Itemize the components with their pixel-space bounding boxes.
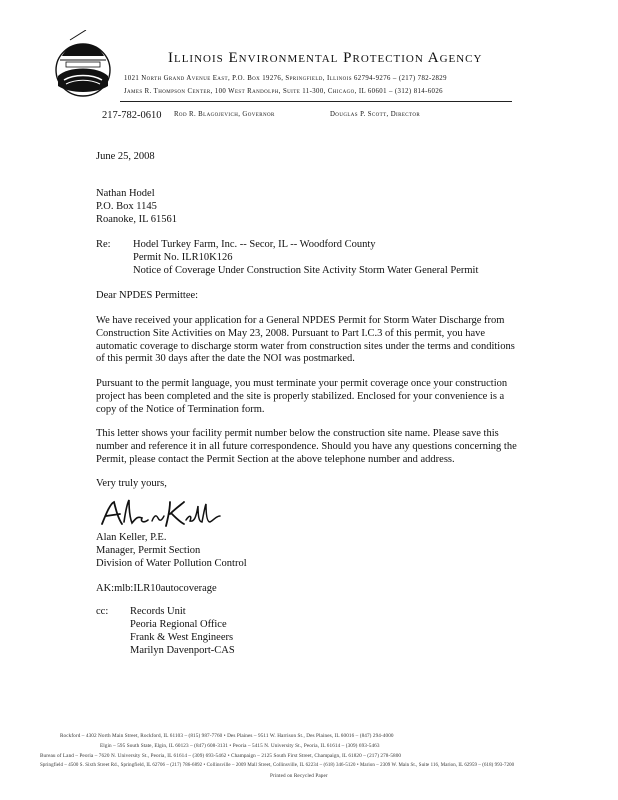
agency-address-line-2: James R. Thompson Center, 100 West Randolph, Suite 11-300, Chicago, IL 60601 – (312) 814-6026 xyxy=(124,88,443,95)
footer-offices-line-2: Elgin – 595 South State, Elgin, IL 60123 – (847) 608-3131 • Peoria – 5415 N. University St., Peoria, IL 61614 – (309) 693-5463 xyxy=(100,743,380,749)
agency-seal-logo xyxy=(52,30,114,100)
re-subject-line: Hodel Turkey Farm, Inc. -- Secor, IL -- Woodford County xyxy=(133,239,376,250)
recipient-city: Roanoke, IL 61561 xyxy=(96,214,177,225)
paragraph-line: of this permit 30 days after the date the NOI was postmarked. xyxy=(96,353,355,365)
signer-division: Division of Water Pollution Control xyxy=(96,558,247,569)
reference-initials: AK:mlb:ILR10autocoverage xyxy=(96,583,217,594)
agency-address-line-1: 1021 North Grand Avenue East, P.O. Box 19276, Springfield, Illinois 62794-9276 – (217) 782-2829 xyxy=(124,75,447,82)
re-notice-line: Notice of Coverage Under Construction Site Activity Storm Water General Permit xyxy=(133,265,479,276)
cc-item: Frank & West Engineers xyxy=(130,632,234,643)
footer-recycled-note: Printed on Recycled Paper xyxy=(270,773,328,779)
footer-offices-line-1: Rockford – 4302 North Main Street, Rockford, IL 61103 – (815) 987-7760 • Des Plaines – 9511 W. Harrison St., Des Plaines, IL 60016 – (847) 294-4000 xyxy=(60,733,394,739)
paragraph-line: This letter shows your facility permit number below the construction site name. Please save this xyxy=(96,428,499,439)
paragraph-permit-number xyxy=(96,428,536,466)
letterhead-rule xyxy=(120,101,512,102)
signature xyxy=(96,496,226,534)
re-label: Re: xyxy=(96,239,111,250)
recipient-po-box: P.O. Box 1145 xyxy=(96,201,157,212)
director-name: Douglas P. Scott, Director xyxy=(330,111,421,118)
signer-title: Manager, Permit Section xyxy=(96,545,201,556)
paragraph-line: copy of the Notice of Termination form. xyxy=(96,403,265,415)
cc-item: Records Unit xyxy=(130,606,186,617)
footer-offices-line-3: Bureau of Land – Peoria – 7620 N. University St., Peoria, IL 61614 – (309) 693-5462 • Champaign – 2125 South First Street, Champaign, IL 61820 – (217) 278-5800 xyxy=(40,753,402,759)
governor-name: Rod R. Blagojevich, Governor xyxy=(174,111,275,118)
paragraph-line: number and reference it in all future correspondence. Should you have any questions concerning the xyxy=(96,440,517,452)
agency-name: Illinois Environmental Protection Agency xyxy=(168,50,483,66)
paragraph-line: Construction Site Activities on May 23, 2008. Pursuant to Part I.C.3 of this permit, you have xyxy=(96,327,486,339)
agency-phone: 217-782-0610 xyxy=(102,110,162,121)
paragraph-line: Pursuant to the permit language, you must terminate your permit coverage once your construction xyxy=(96,378,508,389)
cc-item: Marilyn Davenport-CAS xyxy=(130,645,235,656)
letter-date: June 25, 2008 xyxy=(96,151,155,162)
signer-name: Alan Keller, P.E. xyxy=(96,532,167,543)
paragraph-application xyxy=(96,315,536,366)
salutation: Dear NPDES Permittee: xyxy=(96,290,199,301)
paragraph-line: automatic coverage to discharge storm water from construction sites under the terms and conditions xyxy=(96,340,515,352)
cc-item: Peoria Regional Office xyxy=(130,619,227,630)
paragraph-line: Permit, please contact the Permit Section at the above telephone number and address. xyxy=(96,453,455,465)
recipient-name: Nathan Hodel xyxy=(96,188,155,199)
footer-offices-line-4: Springfield – 4500 S. Sixth Street Rd., Springfield, IL 62706 – (217) 786-6892 • Collinsville – 2009 Mall Street, Collinsville, IL 62234 – (618) 346-5120 • Marion – 2309 W. Main St., Suite 116, Marion, IL 62959 – (618) 993-7200 xyxy=(40,763,515,768)
cc-label: cc: xyxy=(96,606,109,617)
closing: Very truly yours, xyxy=(96,478,167,489)
paragraph-line: project has been completed and the site is properly stabilized. Enclosed for your convenience is a xyxy=(96,390,505,402)
re-permit-number: Permit No. ILR10K126 xyxy=(133,252,233,263)
paragraph-line: We have received your application for a General NPDES Permit for Storm Water Discharge from xyxy=(96,315,505,326)
paragraph-termination xyxy=(96,378,536,416)
